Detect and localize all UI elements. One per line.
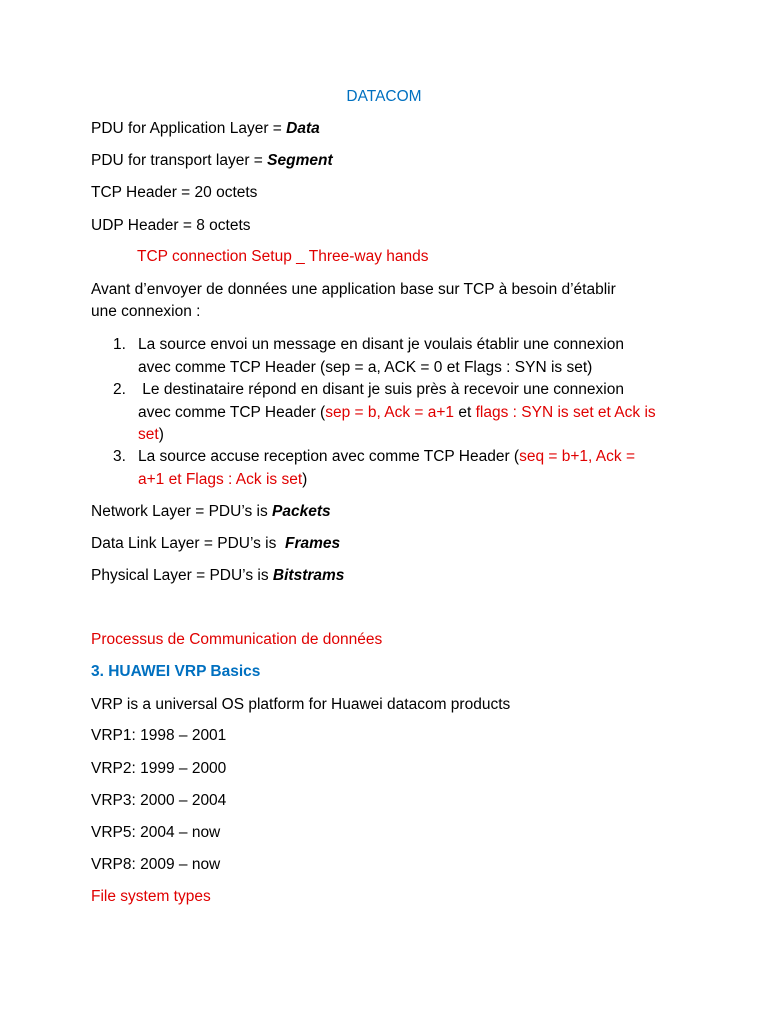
step-1-number: 1. — [113, 336, 126, 353]
pdu-application-label: PDU for Application Layer = — [91, 120, 287, 137]
intro-line-2: une connexion : — [91, 303, 201, 320]
vrp-version-1: VRP1: 1998 – 2001 — [91, 727, 227, 744]
doc-title: DATACOM — [346, 88, 422, 105]
udp-header-line: UDP Header = 8 octets — [91, 217, 251, 234]
vrp-version-2: VRP2: 1999 – 2000 — [91, 760, 227, 777]
pdu-transport-line — [91, 150, 333, 172]
pdu-application-line — [91, 118, 320, 140]
step-2-seq-ack: sep = b, Ack = a+1 — [325, 403, 455, 421]
step-3-flags: a+1 et Flags : Ack is set — [138, 470, 303, 488]
step-2-text — [138, 379, 678, 447]
tcp-setup-heading: TCP connection Setup _ Three-way hands — [137, 248, 429, 265]
network-layer-value: Packets — [272, 503, 331, 520]
file-system-heading: File system types — [91, 888, 211, 905]
vrp-version-5: VRP5: 2004 – now — [91, 824, 221, 841]
step-3-text — [138, 446, 678, 491]
step-2-set: set — [138, 426, 159, 443]
vrp-version-3: VRP3: 2000 – 2004 — [91, 792, 227, 809]
pdu-transport-label: PDU for transport layer = — [91, 152, 268, 169]
step-2-flags: flags : SYN is set et Ack is — [475, 403, 656, 421]
intro-line-1: Avant d’envoyer de données une application base sur TCP à besoin d’établir — [91, 281, 616, 298]
step-3-line-2 — [138, 469, 678, 492]
physical-layer-label: Physical Layer = PDU’s is — [91, 567, 273, 584]
process-heading: Processus de Communication de données — [91, 631, 383, 648]
vrp-version-8: VRP8: 2009 – now — [91, 856, 221, 873]
pdu-transport-value: Segment — [267, 152, 333, 169]
step-2-close-paren: ) — [158, 426, 164, 443]
step-3-close-paren: ) — [302, 470, 308, 488]
step-2-line-1: Le destinataire répond en disant je suis près à recevoir une connexion — [138, 381, 624, 398]
step-3-seq-ack: seq = b+1, Ack = — [519, 448, 635, 465]
tcp-header-line: TCP Header = 20 octets — [91, 184, 258, 201]
network-layer-label: Network Layer = PDU’s is — [91, 503, 273, 520]
step-3-number: 3. — [113, 448, 126, 465]
step-3-prefix: La source accuse reception avec comme TCP Header ( — [138, 448, 520, 465]
pdu-application-value: Data — [286, 120, 320, 137]
step-1-line-1: La source envoi un message en disant je voulais établir une connexion — [138, 336, 624, 353]
step-2-line-3 — [138, 424, 678, 447]
datalink-layer-label: Data Link Layer = PDU’s is — [91, 535, 285, 552]
step-2-mid: et — [454, 403, 476, 421]
step-3-line-1 — [138, 446, 678, 469]
physical-layer-line — [91, 565, 344, 587]
step-1-line-2: avec comme TCP Header (sep = a, ACK = 0 et Flags : SYN is set) — [138, 358, 593, 376]
step-2-line-2 — [138, 402, 678, 425]
huawei-vrp-heading: 3. HUAWEI VRP Basics — [91, 663, 261, 680]
datalink-layer-line — [91, 533, 340, 555]
datalink-layer-value: Frames — [284, 535, 341, 552]
network-layer-line — [91, 501, 331, 523]
physical-layer-value: Bitstrams — [272, 567, 345, 584]
step-1-text — [138, 334, 678, 379]
vrp-intro: VRP is a universal OS platform for Huawei datacom products — [91, 696, 511, 713]
step-2-number: 2. — [113, 381, 126, 398]
step-2-prefix: avec comme TCP Header ( — [138, 403, 326, 421]
